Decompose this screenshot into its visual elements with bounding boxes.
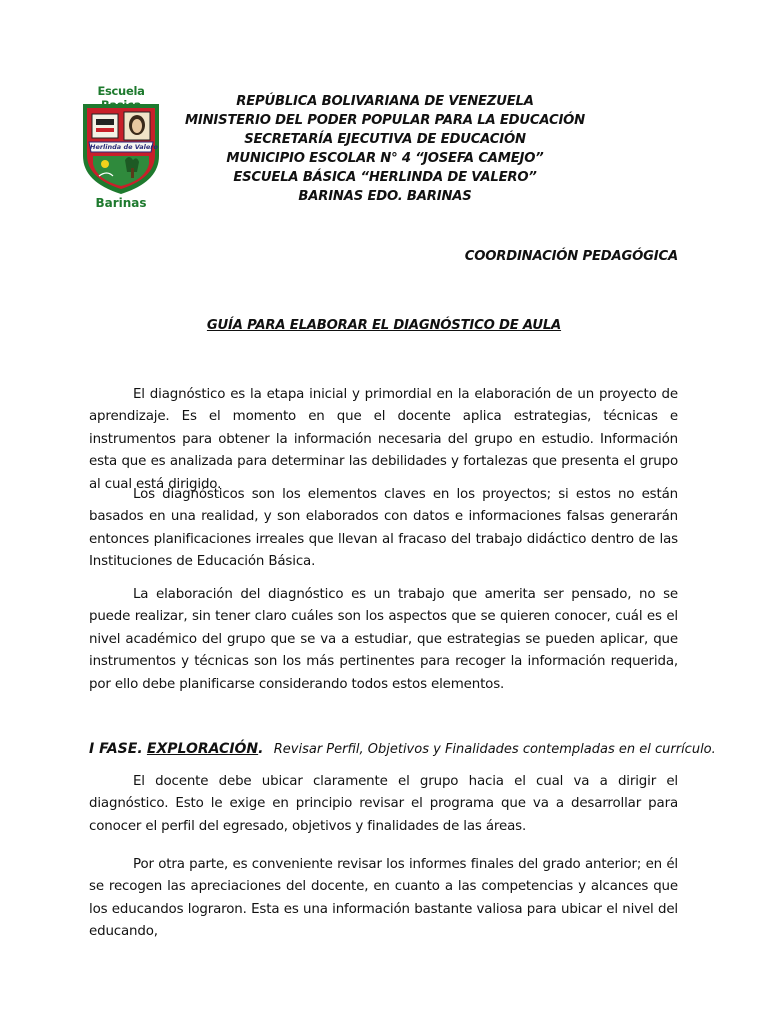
- phase-label: I FASE.: [89, 741, 143, 757]
- phase-name: EXPLORACIÓN: [146, 741, 259, 757]
- logo-top-text: Escuela: [97, 84, 145, 98]
- header-line-ministry: MINISTERIO DEL PODER POPULAR PARA LA EDUCACIÓN: [184, 113, 586, 128]
- header-line-school: ESCUELA BÁSICA “HERLINDA DE VALERO”: [233, 170, 537, 185]
- logo-banner-text: Herlinda de Valero: [90, 143, 158, 151]
- paragraph-phase-teacher: El docente debe ubicar claramente el grupo hacia el cual va a dirigir el diagnóstico. Esto le exige en principio revisar el programa que va a desarrollar para conocer el perfil del egresado, objetivos y finalidades de las áreas.: [89, 774, 678, 834]
- header-line-secretariat: SECRETARÍA EJECUTIVA DE EDUCACIÓN: [244, 132, 526, 147]
- header-line-municipality: MUNICIPIO ESCOLAR N° 4 “JOSEFA CAMEJO”: [226, 151, 544, 166]
- coordination-label: COORDINACIÓN PEDAGÓGICA: [464, 249, 678, 264]
- guide-title: [0, 318, 768, 333]
- paragraph-elaboration: La elaboración del diagnóstico es un trabajo que amerita ser pensado, no se puede realizar, sin tener claro cuáles son los aspectos que se quieren conocer, cuál es el nivel académico del grupo que se va a estudiar, que estrategias se pueden aplicar, que instrumentos y técnicas son los más pertinentes para recoger la información requerida, por ello debe planificarse considerando todos estos elementos.: [89, 587, 678, 692]
- phase-heading: [89, 741, 716, 757]
- paragraph-phase-reports: Por otra parte, es conveniente revisar los informes finales del grado anterior; en él se recogen las apreciaciones del docente, en cuanto a las competencias y alcances que los educandos lograron. Esta es una información bastante valiosa para ubicar el nivel del educando,: [89, 857, 678, 940]
- header-line-country: REPÚBLICA BOLIVARIANA DE VENEZUELA: [236, 94, 534, 109]
- paragraph-diagnostics: Los diagnósticos son los elementos claves en los proyectos; si estos no están basados en una realidad, y son elaborados con datos e informaciones falsas generarán entonces planificaciones irreales que llevan al fracaso del trabajo didáctico dentro de las Instituciones de Educación Básica.: [89, 487, 678, 570]
- guide-title-text: GUÍA PARA ELABORAR EL DIAGNÓSTICO DE AULA: [206, 318, 562, 333]
- header-line-location: BARINAS EDO. BARINAS: [298, 189, 472, 204]
- logo-bottom-text: Barinas: [95, 196, 147, 210]
- paragraph-intro: El diagnóstico es la etapa inicial y primordial en la elaboración de un proyecto de aprendizaje. Es el momento en que el docente aplica estrategias, técnicas e instrumentos para obtener la información necesaria del grupo en estudio. Información esta que es analizada para determinar las debilidades y fortalezas que presenta el grupo al cual está dirigido.: [89, 387, 678, 492]
- phase-description: Revisar Perfil, Objetivos y Finalidades contempladas en el currículo.: [273, 742, 716, 757]
- phase-dot: .: [258, 741, 264, 757]
- school-logo: [78, 84, 164, 212]
- document-header: [170, 92, 600, 206]
